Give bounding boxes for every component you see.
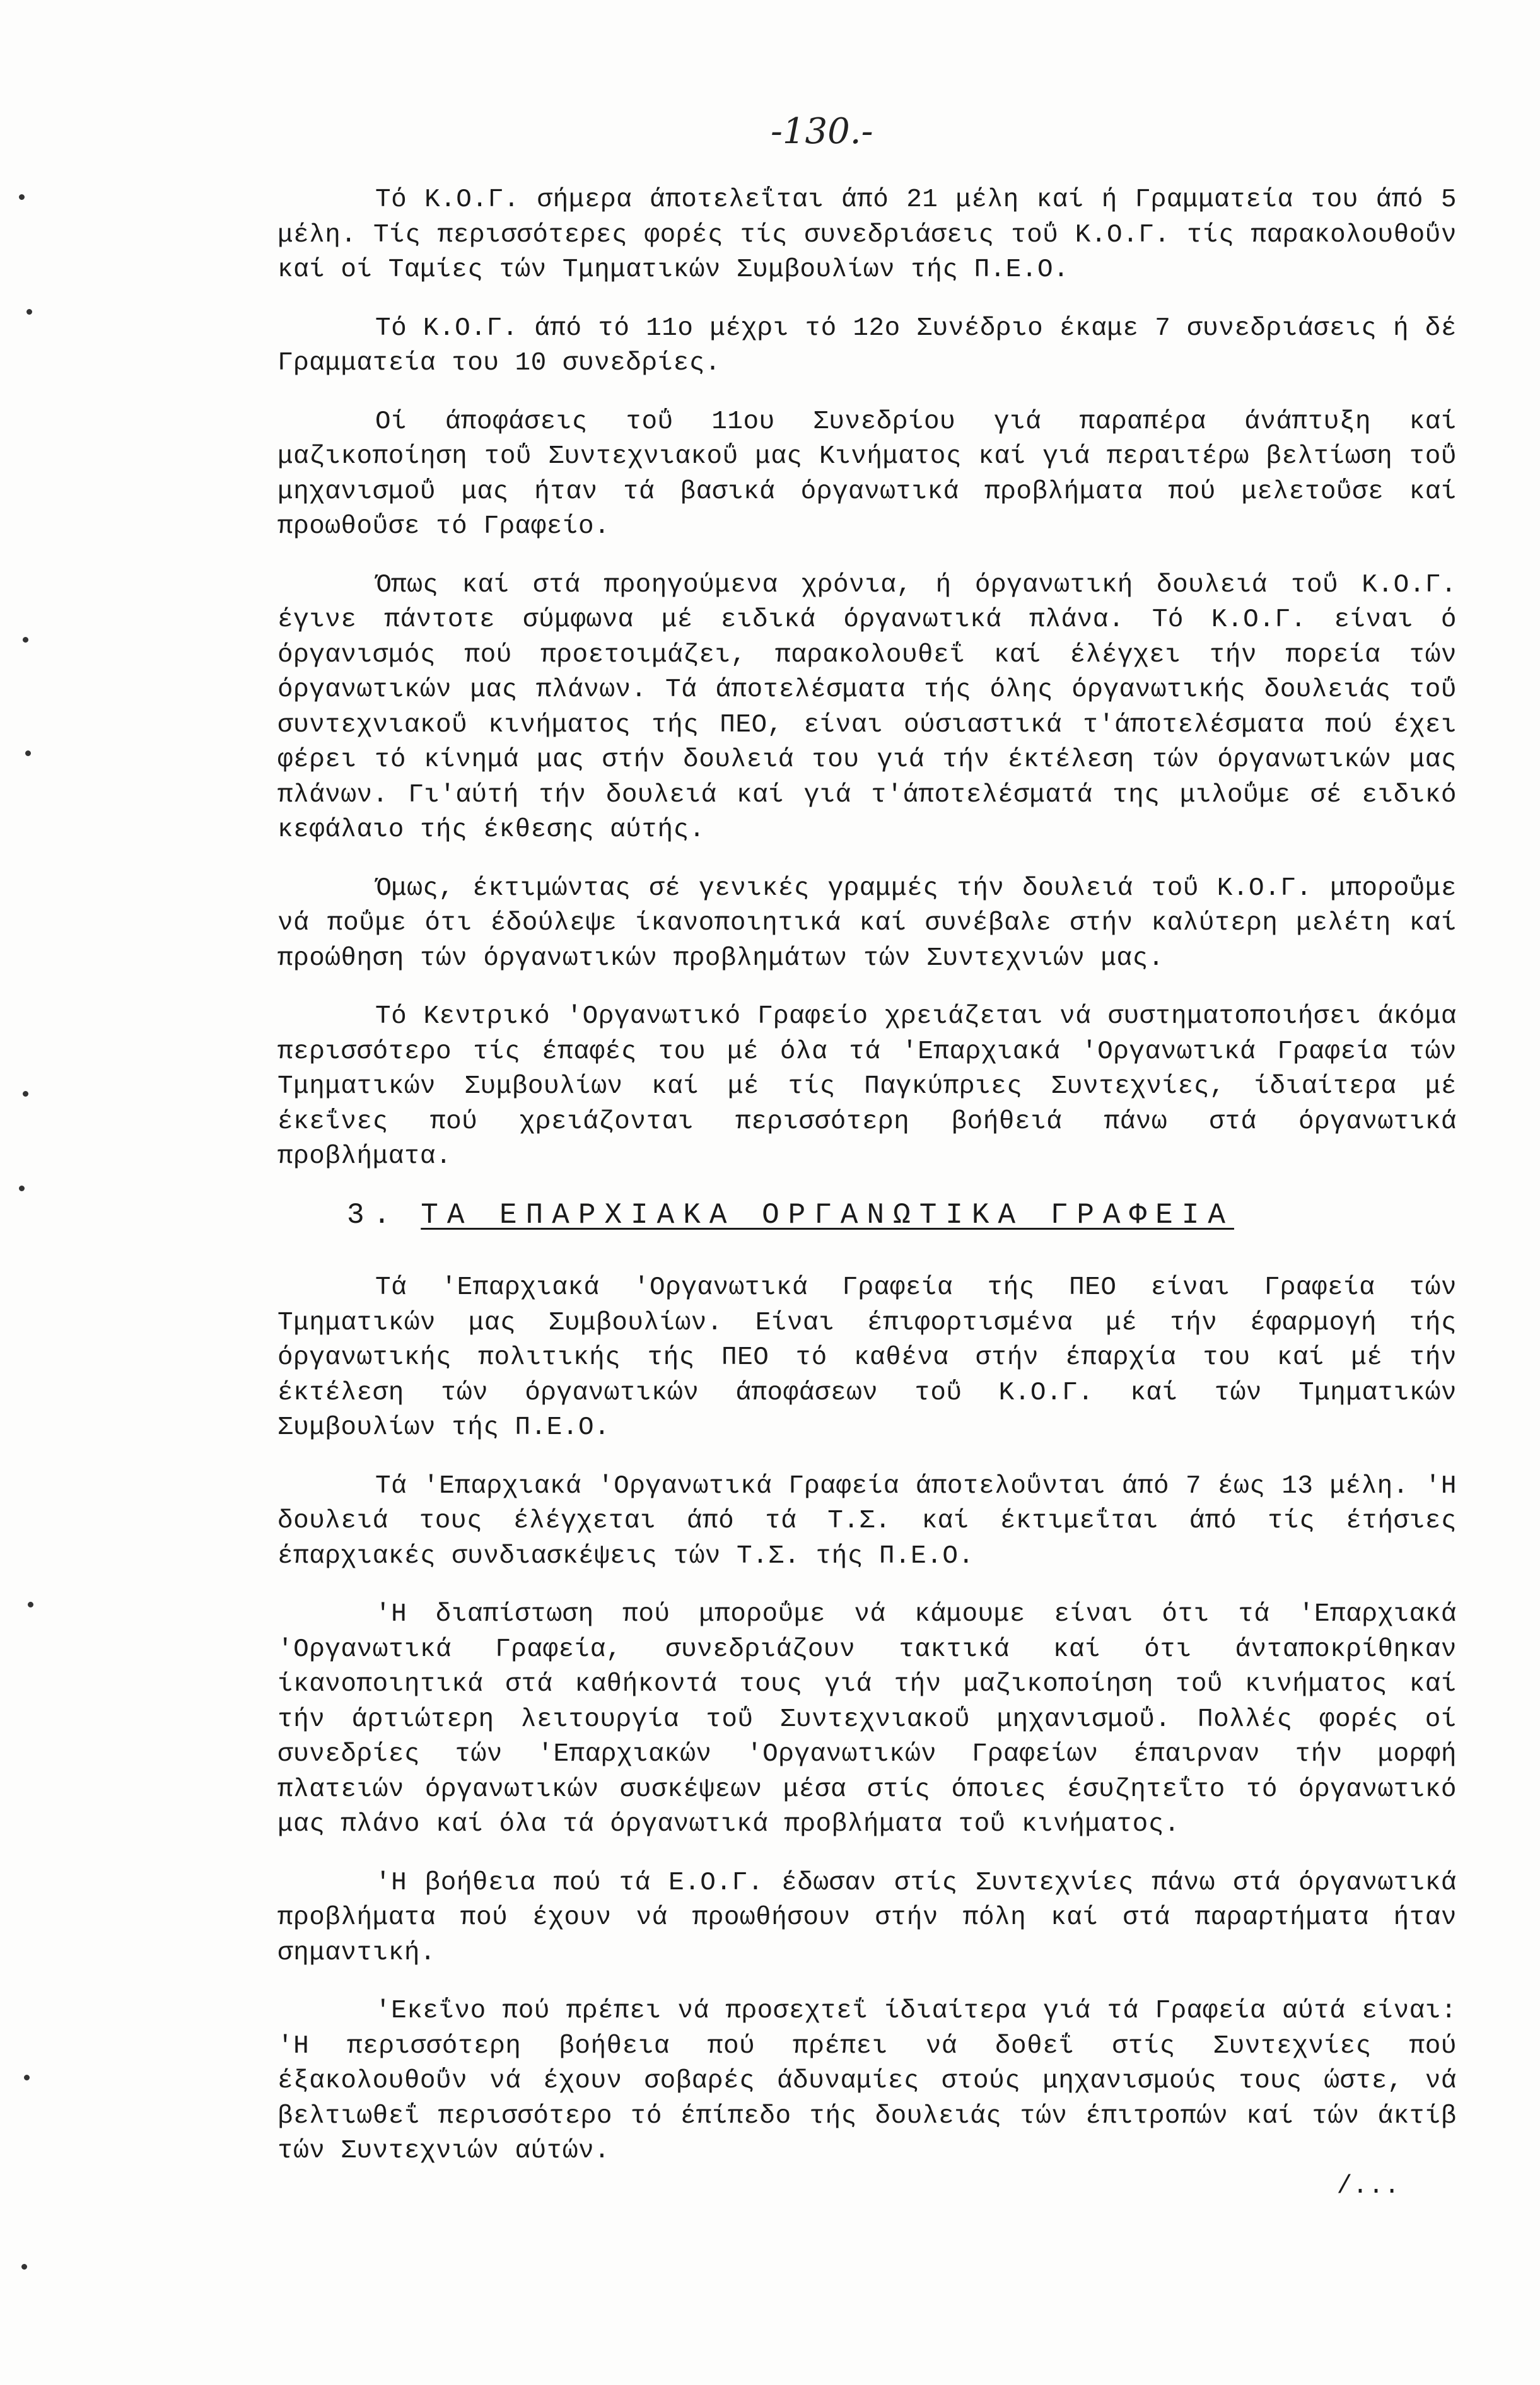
paragraph-provincial-offices-attention: 'Εκεΐνο πού πρέπει νά προσεχτεΐ ίδιαίτερα γιά τά Γραφεία αύτά είναι: 'Η περισσότερη βοήθεια πού πρέπει νά δοθεΐ στίς Συντεχνίες πού έξακολουθοΰν νά έχουν σοβαρές άδυναμίες στούς μηχανισμούς τους ώστε, νά βελτιωθεΐ περισσότερο τό έπίπεδο τής δουλειάς τών έπιτροπών καί τών άκτίβ τών Συντεχνιών αύτών. bbox=[277, 1997, 1457, 2166]
scan-dot bbox=[24, 2075, 30, 2080]
paragraph-provincial-offices-help: 'Η βοήθεια πού τά Ε.Ο.Γ. έδωσαν στίς Συντεχνίες πάνω στά όργανωτικά προβλήματα πού έχουν νά προωθήσουν στήν πόλη καί στά παραρτήματα ήταν σημαντική. bbox=[277, 1868, 1457, 1968]
paragraph-congress-decisions: Οί άποφάσεις τοΰ 11ου Συνεδρίου γιά παραπέρα άνάπτυξη καί μαζικοποίηση τοΰ Συντεχνιακοΰ μας Κινήματος καί γιά περαιτέρω βελτίωση τοΰ μηχανισμοΰ μας ήταν τά βασικά όργανωτικά προβλήματα πού μελετοΰσε καί προωθοΰσε τό Γραφείο. bbox=[277, 407, 1457, 541]
section-number: 3. bbox=[347, 1198, 400, 1232]
paragraph-kog-assessment: Όμως, έκτιμώντας σέ γενικές γραμμές τήν δουλειά τοΰ Κ.Ο.Γ. μποροΰμε νά ποΰμε ότι έδούλεψε ίκανοποιητικά καί συνέβαλε στήν καλύτερη μελέτη καί προώθηση τών όργανωτικών προβλημάτων τών Συντεχνιών μας. bbox=[277, 873, 1457, 973]
scan-dot bbox=[19, 194, 25, 200]
scan-dot bbox=[23, 637, 28, 643]
scan-dot bbox=[23, 1091, 28, 1097]
paragraph-kog-composition: Τό Κ.Ο.Γ. σήμερα άποτελεΐται άπό 21 μέλη καί ή Γραμματεία του άπό 5 μέλη. Τίς περισσότερες φορές τίς συνεδριάσεις τοΰ Κ.Ο.Γ. τίς παρακολουθοΰν καί οί Ταμίες τών Τμηματικών Συμβουλίων τής Π.Ε.Ο. bbox=[277, 185, 1457, 284]
paragraph-kog-meetings: Τό Κ.Ο.Γ. άπό τό 11ο μέχρι τό 12ο Συνέδριο έκαμε 7 συνεδριάσεις ή δέ Γραμματεία του 10 συνεδρίες. bbox=[277, 313, 1457, 378]
paragraph-organizational-plans: Όπως καί στά προηγούμενα χρόνια, ή όργανωτική δουλειά τοΰ Κ.Ο.Γ. έγινε πάντοτε σύμφωνα μέ ειδικά όργανωτικά πλάνα. Τό Κ.Ο.Γ. είναι ό όργανισμός πού προετοιμάζει, παρακολουθεΐ καί έλέγχει τήν πορεία τών όργανωτικών μας πλάνων. Τά άποτελέσματα τής όλης όργανωτικής δουλειάς τοΰ συντεχνιακοΰ κινήματος τής ΠΕΟ, είναι ούσιαστικά τ'άποτελέσματα πού έχει φέρει τό κίνημά μας στήν δουλειά του γιά τήν έκτέλεση τών όργανωτικών μας πλάνων. Γι'αύτή τήν δουλειά καί γιά τ'άποτελέσματά της μιλοΰμε σέ ειδικό κεφάλαιο τής έκθεσης αύτής. bbox=[277, 570, 1457, 844]
continuation-mark: /... bbox=[1336, 2171, 1400, 2201]
paragraph-provincial-offices-findings: 'Η διαπίστωση πού μποροΰμε νά κάμουμε είναι ότι τά 'Επαρχιακά 'Οργανωτικά Γραφεία, συνεδριάζουν τακτικά καί ότι άνταποκρίθηκαν ίκανοποιητικά στά καθήκοντά τους γιά τήν μαζικοποίηση τοΰ κινήματος καί τήν άρτιώτερη λειτουργία τοΰ Συντεχνιακοΰ μηχανισμοΰ. Πολλές φορές οί συνεδρίες τών 'Επαρχιακών 'Οργανωτικών Γραφείων έπαιρναν τήν μορφή πλατειών όργανωτικών συσκέψεων μέσα στίς όποιες έσυζητεΐτο τό όργανωτικό μας πλάνο καί όλα τά όργανωτικά προβλήματα τοΰ κινήματος. bbox=[277, 1600, 1457, 1839]
section-heading bbox=[277, 1198, 1457, 1233]
scan-dot bbox=[25, 750, 31, 756]
scan-dot bbox=[26, 309, 32, 315]
scan-dot bbox=[21, 2264, 27, 2270]
document-body bbox=[277, 183, 1457, 2204]
page-number: -130.- bbox=[771, 111, 873, 152]
scan-dot bbox=[28, 1602, 33, 1607]
paragraph-central-office-contacts: Τό Κεντρικό 'Οργανωτικό Γραφείο χρειάζεται νά συστηματοποιήσει άκόμα περισσότερο τίς έπαφές του μέ όλα τά 'Επαρχιακά 'Οργανωτικά Γραφεία τών Τμηματικών Συμβουλίων καί μέ τίς Παγκύπριες Συντεχνίες, ίδιαίτερα μέ έκεΐνες πού χρειάζονται περισσότερη βοήθειά πάνω στά όργανωτικά προβλήματα. bbox=[277, 1002, 1457, 1171]
paragraph-provincial-offices-members: Τά 'Επαρχιακά 'Οργανωτικά Γραφεία άποτελοΰνται άπό 7 έως 13 μέλη. 'Η δουλειά τους έλέγχεται άπό τά Τ.Σ. καί έκτιμεΐται άπό τίς έτήσιες έπαρχιακές συνδιασκέψεις τών Τ.Σ. τής Π.Ε.Ο. bbox=[277, 1471, 1457, 1571]
section-title: ΤΑ ΕΠΑΡΧΙΑΚΑ ΟΡΓΑΝΩΤΙΚΑ ΓΡΑΦΕΙΑ bbox=[421, 1198, 1234, 1232]
scan-dot bbox=[19, 1186, 25, 1191]
paragraph-provincial-offices-role: Τά 'Επαρχιακά 'Οργανωτικά Γραφεία τής ΠΕΟ είναι Γραφεία τών Τμηματικών μας Συμβουλίων. Είναι έπιφορτισμένα μέ τήν έφαρμογή τής όργανωτικής πολιτικής τής ΠΕΟ τό καθένα στήν έπαρχία του καί μέ τήν έκτέλεση τών όργανωτικών άποφάσεων τοΰ Κ.Ο.Γ. καί τών Τμηματικών Συμβουλίων τής Π.Ε.Ο. bbox=[277, 1273, 1457, 1442]
